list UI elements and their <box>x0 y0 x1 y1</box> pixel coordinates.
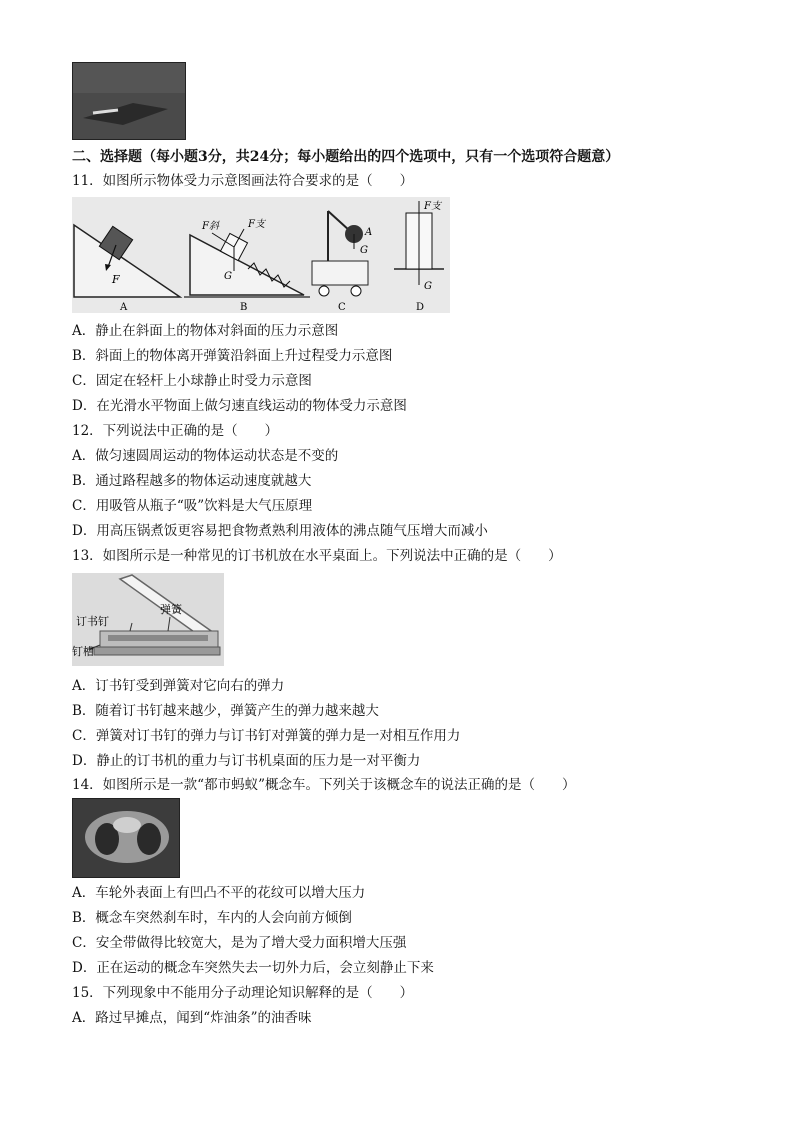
panel-c-gravity-label: G <box>360 245 368 256</box>
groove-label: 钉槽 <box>72 645 94 658</box>
panel-d-label: D <box>416 302 425 313</box>
question-13-option-d: D．静止的订书机的重力与订书机桌面的压力是一对平衡力 <box>72 753 421 769</box>
question-11-option-c: C．固定在轻杆上小球静止时受力示意图 <box>72 373 312 389</box>
question-11-figure <box>72 197 450 313</box>
question-11-option-a: A．静止在斜面上的物体对斜面的压力示意图 <box>72 323 339 339</box>
panel-b <box>184 218 310 313</box>
question-14-option-b: B．概念车突然刹车时，车内的人会向前方倾倒 <box>72 910 352 926</box>
panel-c <box>312 211 372 313</box>
panel-d <box>394 200 444 313</box>
panel-b-gravity-label: G <box>224 271 232 282</box>
question-14-option-a: A．车轮外表面上有凹凸不平的花纹可以增大压力 <box>72 885 366 901</box>
question-12-stem: 12．下列说法中正确的是（ ） <box>72 423 279 439</box>
question-11-option-b: B．斜面上的物体离开弹簧沿斜面上升过程受力示意图 <box>72 348 393 364</box>
photo-content <box>73 63 185 139</box>
question-12-option-b: B．通过路程越多的物体运动速度就越大 <box>72 473 312 489</box>
question-11-stem: 11．如图所示物体受力示意图画法符合要求的是（ ） <box>72 173 414 189</box>
question-12-option-a: A．做匀速圆周运动的物体运动状态是不变的 <box>72 448 339 464</box>
panel-d-f-support-label: F支 <box>424 201 441 212</box>
question-13-option-a: A．订书钉受到弹簧对它向右的弹力 <box>72 678 285 694</box>
question-15-option-a: A．路过早摊点，闻到“炸油条”的油香味 <box>72 1010 312 1026</box>
question-12-option-c: C．用吸管从瓶子“吸”饮料是大气压原理 <box>72 498 313 514</box>
panel-b-f-inclined-label: F斜 <box>202 221 219 232</box>
question-13-stem: 13．如图所示是一种常见的订书机放在水平桌面上。下列说法中正确的是（ ） <box>72 548 562 564</box>
question-14-option-d: D．正在运动的概念车突然失去一切外力后，会立刻静止下来 <box>72 960 434 976</box>
section-title: 二、选择题（每小题3分，共24分；每小题给出的四个选项中，只有一个选项符合题意） <box>72 149 620 165</box>
panel-d-gravity-label: G <box>424 281 432 292</box>
concept-car-photo <box>72 798 180 878</box>
panel-b-f-support-label: F支 <box>248 219 265 230</box>
panel-a-force-label: F <box>112 273 120 286</box>
stapler-figure <box>72 573 224 666</box>
question-12-option-d: D．用高压锅煮饭更容易把食物煮熟利用液体的沸点随气压增大而减小 <box>72 523 488 539</box>
question-13-option-b: B．随着订书钉越来越少，弹簧产生的弹力越来越大 <box>72 703 379 719</box>
stapler-drawing <box>72 573 224 666</box>
force-diagrams <box>72 197 450 313</box>
question-13-option-c: C．弹簧对订书钉的弹力与订书钉对弹簧的弹力是一对相互作用力 <box>72 728 461 744</box>
question-14-option-c: C．安全带做得比较宽大，是为了增大受力面积增大压强 <box>72 935 407 951</box>
panel-b-label: B <box>240 302 248 313</box>
previous-question-photo <box>72 62 186 140</box>
spring-label: 弹簧 <box>160 603 182 616</box>
panel-c-label: C <box>338 302 346 313</box>
panel-c-point-label: A <box>365 227 373 238</box>
staple-label: 订书钉 <box>76 615 109 628</box>
question-14-stem: 14．如图所示是一款“都市蚂蚁”概念车。下列关于该概念车的说法正确的是（ ） <box>72 777 576 793</box>
question-15-stem: 15．下列现象中不能用分子动理论知识解释的是（ ） <box>72 985 414 1001</box>
question-11-option-d: D．在光滑水平物面上做匀速直线运动的物体受力示意图 <box>72 398 407 414</box>
panel-a-label: A <box>120 302 128 313</box>
concept-car-drawing <box>73 799 179 877</box>
panel-a <box>74 225 180 313</box>
